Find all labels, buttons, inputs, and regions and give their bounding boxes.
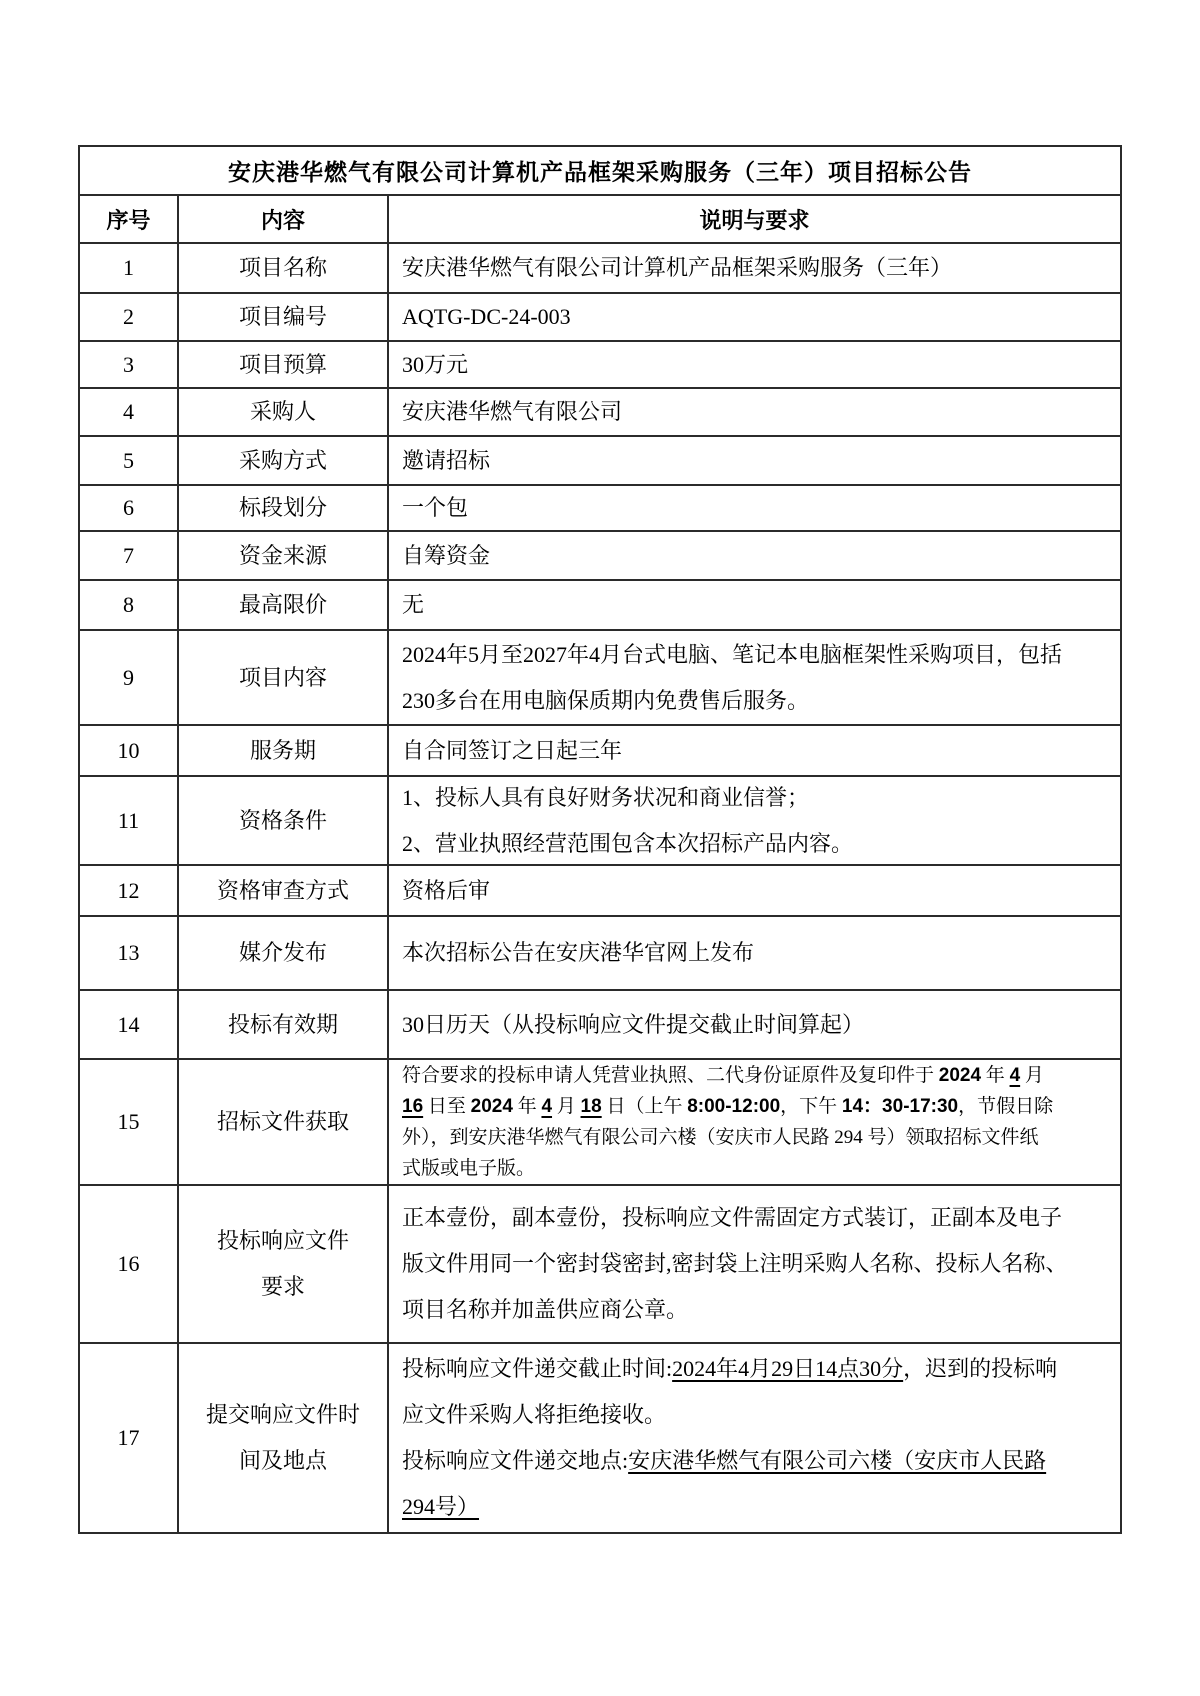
table-row bbox=[80, 864, 1120, 915]
row-content-cell: 资格后审 bbox=[387, 866, 1120, 915]
row-number-cell: 2 bbox=[123, 304, 134, 329]
row-number-cell: 5 bbox=[123, 447, 134, 473]
row-content-cell: 安庆港华燃气有限公司计算机产品框架采购服务（三年） bbox=[387, 244, 1120, 292]
row-number-cell: 11 bbox=[117, 807, 140, 833]
table-row bbox=[80, 435, 1120, 484]
column-header-content: 内容 bbox=[177, 196, 387, 242]
row-label-cell: 资金来源 bbox=[177, 532, 387, 579]
row-content-cell: 自合同签订之日起三年 bbox=[387, 726, 1120, 775]
row-number-cell: 15 bbox=[117, 1109, 140, 1134]
row-label-cell: 提交响应文件时 间及地点 bbox=[177, 1344, 387, 1532]
table-row bbox=[80, 579, 1120, 629]
table-row bbox=[80, 1184, 1120, 1342]
table-header-row bbox=[80, 194, 1120, 242]
row-content-cell: 无 bbox=[387, 581, 1120, 629]
row-label-cell: 采购方式 bbox=[177, 437, 387, 484]
table-row bbox=[80, 387, 1120, 435]
table-row bbox=[80, 775, 1120, 864]
table-row bbox=[80, 530, 1120, 579]
row-content-cell: AQTG-DC-24-003 bbox=[387, 294, 1120, 340]
row-number-cell: 9 bbox=[123, 664, 134, 690]
row-number-cell: 13 bbox=[117, 940, 140, 965]
row-content-cell: 符合要求的投标申请人凭营业执照、二代身份证原件及复印件于 2024 年 4 月 16 日至 2024 年 4 月 18 日（上午 8:00-12:00，下午 14：30-17:30，节假日除 外），到安庆港华燃气有限公司六楼（安庆市人民路 294 号）领取招标文件纸 式版或电子版。 bbox=[387, 1060, 1120, 1184]
row-number-cell: 17 bbox=[117, 1425, 140, 1450]
row-content-cell: 邀请招标 bbox=[387, 437, 1120, 484]
row-content-cell: 正本壹份，副本壹份，投标响应文件需固定方式装订，正副本及电子 版文件用同一个密封袋密封,密封袋上注明采购人名称、投标人名称、 项目名称并加盖供应商公章。 bbox=[387, 1186, 1120, 1342]
row-label-cell: 标段划分 bbox=[177, 486, 387, 530]
row-content-cell: 自筹资金 bbox=[387, 532, 1120, 579]
column-header-no: 序号 bbox=[106, 207, 151, 233]
row-label-cell: 投标响应文件 要求 bbox=[177, 1186, 387, 1342]
table-row bbox=[80, 484, 1120, 530]
row-label-cell: 项目名称 bbox=[177, 244, 387, 292]
row-content-cell: 1、投标人具有良好财务状况和商业信誉； 2、营业执照经营范围包含本次招标产品内容。 bbox=[387, 777, 1120, 864]
row-number-cell: 10 bbox=[117, 737, 140, 763]
table-row bbox=[80, 915, 1120, 989]
table-row bbox=[80, 1058, 1120, 1184]
row-content-cell: 本次招标公告在安庆港华官网上发布 bbox=[387, 917, 1120, 989]
table-row bbox=[80, 292, 1120, 340]
column-header-requirements: 说明与要求 bbox=[387, 196, 1120, 242]
table-row bbox=[80, 724, 1120, 775]
table-row bbox=[80, 1342, 1120, 1532]
table-body bbox=[80, 242, 1120, 1532]
row-label-cell: 媒介发布 bbox=[177, 917, 387, 989]
table-row bbox=[80, 242, 1120, 292]
row-number-cell: 14 bbox=[117, 1011, 140, 1037]
row-label-cell: 采购人 bbox=[177, 389, 387, 435]
row-number-cell: 16 bbox=[117, 1251, 140, 1276]
table-row bbox=[80, 629, 1120, 724]
row-label-cell: 资格审查方式 bbox=[177, 866, 387, 915]
tender-announcement-table bbox=[78, 145, 1122, 1534]
row-label-cell: 服务期 bbox=[177, 726, 387, 775]
row-number-cell: 7 bbox=[123, 542, 134, 568]
row-label-cell: 项目内容 bbox=[177, 631, 387, 724]
row-label-cell: 项目预算 bbox=[177, 342, 387, 387]
row-content-cell: 2024年5月至2027年4月台式电脑、笔记本电脑框架性采购项目，包括 230多台在用电脑保质期内免费售后服务。 bbox=[387, 631, 1120, 724]
row-number-cell: 8 bbox=[123, 592, 134, 617]
row-content-cell: 安庆港华燃气有限公司 bbox=[387, 389, 1120, 435]
page-title: 安庆港华燃气有限公司计算机产品框架采购服务（三年）项目招标公告 bbox=[228, 160, 972, 185]
row-content-cell: 投标响应文件递交截止时间:2024年4月29日14点30分，迟到的投标响 应文件采购人将拒绝接收。 投标响应文件递交地点:安庆港华燃气有限公司六楼（安庆市人民路 294号） bbox=[387, 1344, 1120, 1532]
row-number-cell: 12 bbox=[117, 877, 140, 903]
row-label-cell: 投标有效期 bbox=[177, 991, 387, 1058]
row-content-cell: 一个包 bbox=[387, 486, 1120, 530]
row-number-cell: 3 bbox=[123, 351, 134, 377]
row-label-cell: 资格条件 bbox=[177, 777, 387, 864]
row-label-cell: 最高限价 bbox=[177, 581, 387, 629]
row-number-cell: 1 bbox=[123, 255, 134, 280]
row-content-cell: 30万元 bbox=[387, 342, 1120, 387]
row-label-cell: 项目编号 bbox=[177, 294, 387, 340]
table-row bbox=[80, 989, 1120, 1058]
row-content-cell: 30日历天（从投标响应文件提交截止时间算起） bbox=[387, 991, 1120, 1058]
row-label-cell: 招标文件获取 bbox=[177, 1060, 387, 1184]
table-row bbox=[80, 340, 1120, 387]
row-number-cell: 6 bbox=[123, 495, 134, 520]
row-number-cell: 4 bbox=[123, 399, 134, 424]
